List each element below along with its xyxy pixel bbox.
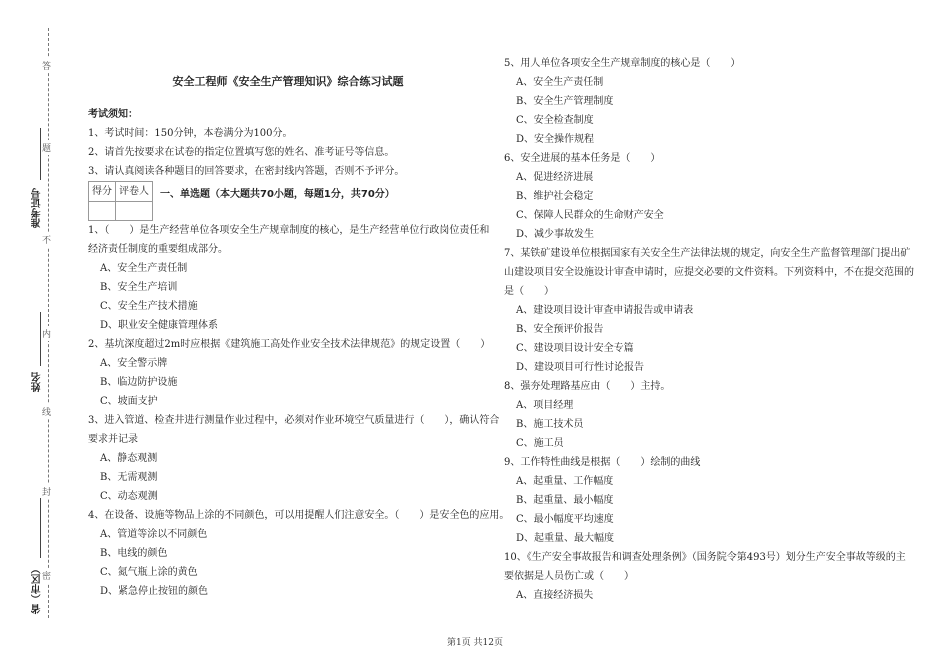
question-stem: 9、工作特性曲线是根据（ ）绘制的曲线 xyxy=(504,457,701,468)
answer-option[interactable]: C、坡面支护 xyxy=(100,396,158,407)
binding-margin xyxy=(0,0,80,671)
question-stem: 8、强夯处理路基应由（ ）主持。 xyxy=(504,381,671,392)
answer-option[interactable]: C、安全生产技术措施 xyxy=(100,301,198,312)
notice-item: 1、考试时间：150分钟，本卷满分为100分。 xyxy=(88,128,293,139)
answer-option[interactable]: C、保障人民群众的生命财产安全 xyxy=(516,210,664,221)
province-field[interactable] xyxy=(40,498,41,558)
seal-dashed-line xyxy=(48,28,49,618)
answer-option[interactable]: A、建设项目设计审查申请报告或申请表 xyxy=(516,305,694,316)
exam-id-field[interactable] xyxy=(40,128,41,180)
question-stem: 2、基坑深度超过2m时应根据《建筑施工高处作业安全技术法律规范》的规定设置（ ） xyxy=(88,339,491,350)
answer-option[interactable]: D、起重量、最大幅度 xyxy=(516,533,615,544)
right-column xyxy=(504,54,914,605)
seal-char: 密 xyxy=(42,568,51,583)
answer-option[interactable]: A、起重量、工作幅度 xyxy=(516,476,614,487)
grader-label: 评卷人 xyxy=(116,182,153,202)
answer-option[interactable]: B、临边防护设施 xyxy=(100,377,178,388)
left-column xyxy=(88,72,510,601)
question xyxy=(88,411,500,506)
section-header-row xyxy=(88,181,488,221)
question-stem: 4、在设备、设施等物品上涂的不同颜色，可以用提醒人们注意安全。（ ）是安全色的应用。 xyxy=(88,510,510,521)
score-cell xyxy=(89,202,116,221)
notice-item: 3、请认真阅读各种题目的回答要求，在密封线内答题，否则不予评分。 xyxy=(88,166,405,177)
question-stem: 5、用人单位各项安全生产规章制度的核心是（ ） xyxy=(504,58,741,69)
grader-cell xyxy=(116,202,153,221)
question-stem: 山建设项目安全设施设计审查申请时，应提交必要的文件资料。下列资料中，不在提交范围的 xyxy=(504,267,914,278)
province-label: 省（市区） xyxy=(32,564,43,614)
seal-char: 不 xyxy=(42,232,51,247)
answer-option[interactable]: D、建设项目可行性讨论报告 xyxy=(516,362,645,373)
answer-option[interactable]: D、紧急停止按钮的颜色 xyxy=(100,586,209,597)
question xyxy=(88,506,510,601)
answer-option[interactable]: A、安全警示牌 xyxy=(100,358,168,369)
exam-id-label: 准考证号 xyxy=(32,188,43,228)
question xyxy=(88,335,491,411)
question-stem: 1、（ ）是生产经营单位各项安全生产规章制度的核心，是生产经营单位行政岗位责任和 xyxy=(88,225,490,236)
question-stem: 是（ ） xyxy=(504,286,554,297)
notice-item: 2、请首先按要求在试卷的指定位置填写您的姓名、准考证号等信息。 xyxy=(88,147,395,158)
answer-option[interactable]: D、减少事故发生 xyxy=(516,229,595,240)
question-list-right xyxy=(504,54,914,605)
answer-option[interactable]: A、项目经理 xyxy=(516,400,574,411)
seal-char: 线 xyxy=(42,404,51,419)
name-label: 姓名 xyxy=(32,372,43,392)
answer-option[interactable]: B、无需观测 xyxy=(100,472,158,483)
exam-title: 安全工程师《安全生产管理知识》综合练习试题 xyxy=(172,75,404,88)
page-footer: 第1页 共12页 xyxy=(446,638,504,648)
section-title: 一、单选题（本大题共70小题，每题1分，共70分） xyxy=(160,189,395,200)
question-stem: 要求并记录 xyxy=(88,434,138,445)
answer-option[interactable]: D、职业安全健康管理体系 xyxy=(100,320,219,331)
answer-option[interactable]: C、建设项目设计安全专篇 xyxy=(516,343,634,354)
seal-char: 答 xyxy=(42,58,51,73)
answer-option[interactable]: C、氮气瓶上涂的黄色 xyxy=(100,567,198,578)
question-stem: 6、安全进展的基本任务是（ ） xyxy=(504,153,661,164)
answer-option[interactable]: A、安全生产责任制 xyxy=(100,263,188,274)
question-list-left xyxy=(88,221,510,601)
seal-char: 封 xyxy=(42,484,51,499)
answer-option[interactable]: B、维护社会稳定 xyxy=(516,191,594,202)
answer-option[interactable]: B、电线的颜色 xyxy=(100,548,168,559)
question-stem: 7、某铁矿建设单位根据国家有关安全生产法律法规的规定，向安全生产监督管理部门提出矿 xyxy=(504,248,911,259)
answer-option[interactable]: D、安全操作规程 xyxy=(516,134,595,145)
answer-option[interactable]: A、直接经济损失 xyxy=(516,590,594,601)
name-field[interactable] xyxy=(40,312,41,366)
seal-char: 内 xyxy=(42,326,51,341)
question xyxy=(504,244,914,377)
answer-option[interactable]: C、施工员 xyxy=(516,438,564,449)
answer-option[interactable]: A、促进经济进展 xyxy=(516,172,594,183)
question xyxy=(88,221,488,335)
answer-option[interactable]: B、起重量、最小幅度 xyxy=(516,495,614,506)
answer-option[interactable]: A、安全生产责任制 xyxy=(516,77,604,88)
question xyxy=(504,548,914,605)
answer-option[interactable]: A、管道等涂以不同颜色 xyxy=(100,529,208,540)
question-stem: 10、《生产安全事故报告和调查处理条例》（国务院令第493号）划分生产安全事故等级的主 xyxy=(504,552,906,563)
question xyxy=(504,149,914,244)
seal-char: 题 xyxy=(42,140,51,155)
answer-option[interactable]: B、安全生产培训 xyxy=(100,282,178,293)
answer-option[interactable]: C、安全检查制度 xyxy=(516,115,594,126)
notice-heading: 考试须知： xyxy=(88,109,138,120)
question xyxy=(504,54,914,149)
question-stem: 要依据是人员伤亡或（ ） xyxy=(504,571,634,582)
question-stem: 经济责任制度的重要组成部分。 xyxy=(88,244,228,255)
question-stem: 3、进入管道、检查井进行测量作业过程中，必须对作业环境空气质量进行（ ），确认符合 xyxy=(88,415,500,426)
question xyxy=(504,377,914,453)
score-box xyxy=(88,181,153,221)
score-label: 得分 xyxy=(89,182,116,202)
answer-option[interactable]: B、安全预评价报告 xyxy=(516,324,604,335)
question xyxy=(504,453,914,548)
answer-option[interactable]: B、安全生产管理制度 xyxy=(516,96,614,107)
answer-option[interactable]: C、动态观测 xyxy=(100,491,158,502)
answer-option[interactable]: B、施工技术员 xyxy=(516,419,584,430)
answer-option[interactable]: C、最小幅度平均速度 xyxy=(516,514,614,525)
answer-option[interactable]: A、静态观测 xyxy=(100,453,158,464)
